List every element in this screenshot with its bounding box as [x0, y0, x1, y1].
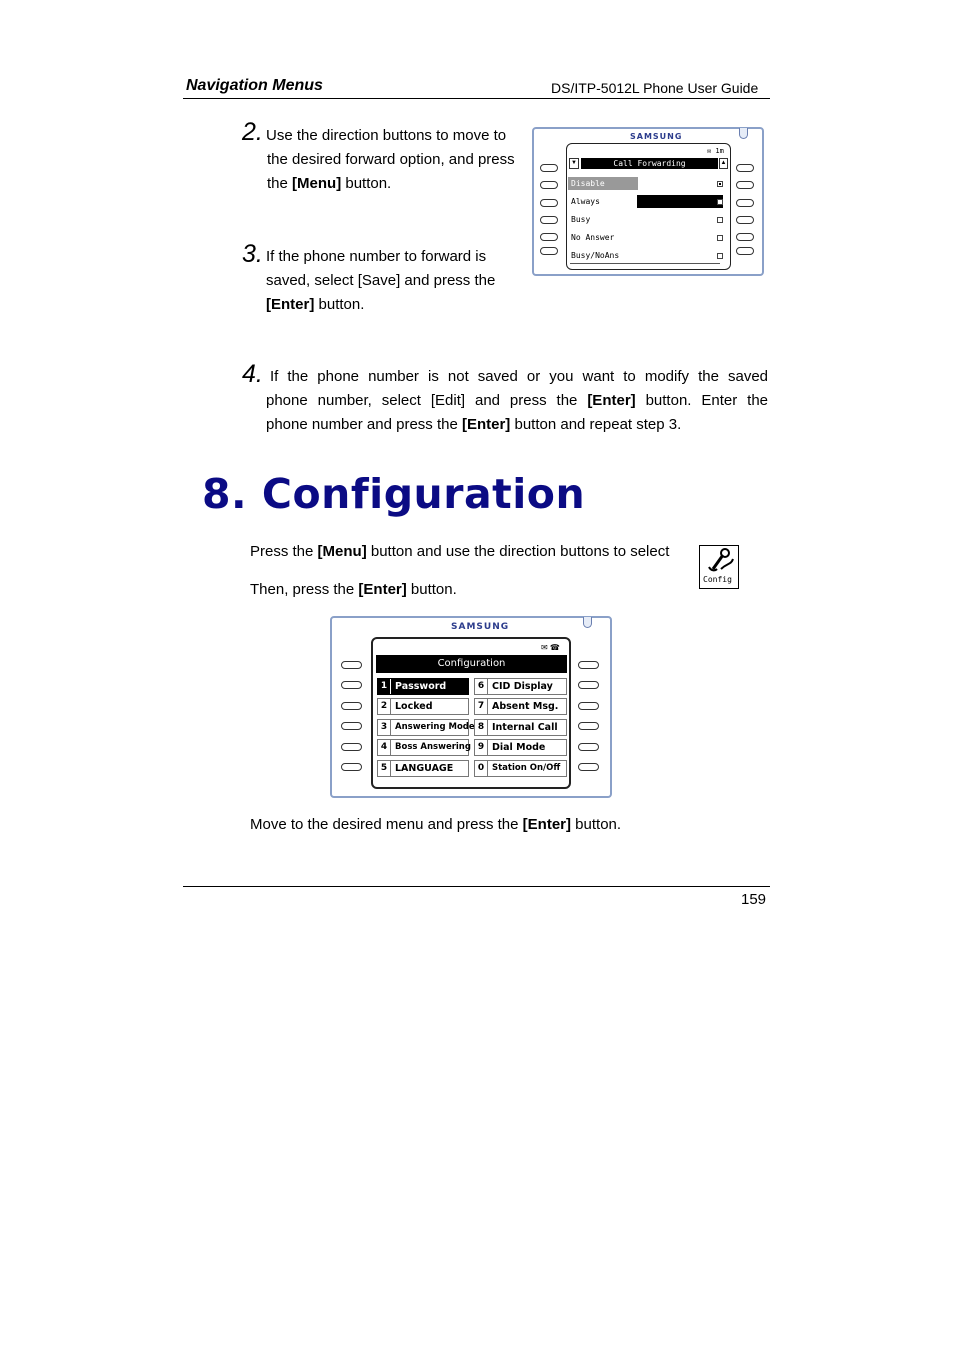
- soft-button-right-5[interactable]: [578, 743, 599, 751]
- soft-button-left-5[interactable]: [540, 233, 558, 241]
- soft-button-left-5[interactable]: [341, 743, 362, 751]
- step-3-text: If the phone number to forward is saved, select [Save] and press the [Enter] button.: [266, 248, 496, 313]
- checkbox-icon: [717, 235, 723, 241]
- soft-button-right-6[interactable]: [736, 247, 754, 255]
- soft-button-left-2[interactable]: [341, 681, 362, 689]
- soft-button-left-4[interactable]: [341, 722, 362, 730]
- menu-item-absent-msg[interactable]: 7 Absent Msg.: [474, 698, 567, 715]
- soft-button-right-3[interactable]: [578, 702, 599, 710]
- config-icon: [699, 545, 739, 589]
- step-number: 2.: [242, 118, 263, 146]
- scroll-up-icon: ▲: [719, 158, 728, 169]
- menu-item-busy-noans[interactable]: Busy/NoAns: [571, 251, 620, 260]
- checkbox-icon: [717, 217, 723, 223]
- running-section-title: Navigation Menus: [186, 77, 323, 94]
- soft-button-left-1[interactable]: [540, 164, 558, 172]
- soft-button-right-3[interactable]: [736, 199, 754, 207]
- soft-button-left-4[interactable]: [540, 216, 558, 224]
- menu-item-busy[interactable]: Busy: [571, 215, 591, 224]
- status-icons: ✉ 1m: [707, 147, 724, 155]
- checkbox-icon: [717, 253, 723, 259]
- checkbox-icon: [717, 199, 723, 205]
- menu-item-always[interactable]: Always: [571, 197, 600, 206]
- page-number: 159: [741, 891, 767, 908]
- indicator-led: [583, 617, 592, 628]
- selection-bar: [637, 195, 723, 208]
- scroll-down-icon: ▼: [569, 158, 579, 169]
- screen-title: Call Forwarding: [581, 158, 718, 169]
- phone-screen-configuration: [330, 616, 612, 798]
- running-guide-title: DS/ITP-5012L Phone User Guide: [551, 80, 759, 96]
- lcd-screen: [566, 143, 731, 270]
- section-heading: 8. Configuration: [202, 470, 586, 518]
- menu-item-answering-mode[interactable]: 3 Answering Mode: [377, 719, 469, 736]
- soft-button-right-2[interactable]: [578, 681, 599, 689]
- menu-item-language[interactable]: 5 LANGUAGE: [377, 760, 469, 777]
- soft-button-right-4[interactable]: [736, 216, 754, 224]
- closing-text: Move to the desired menu and press the [Enter] button.: [250, 816, 622, 833]
- menu-item-cid-display[interactable]: 6 CID Display: [474, 678, 567, 695]
- soft-button-right-1[interactable]: [736, 164, 754, 172]
- soft-button-right-1[interactable]: [578, 661, 599, 669]
- screen-bottom-line: [570, 263, 720, 264]
- menu-item-station-on-off[interactable]: 0 Station On/Off: [474, 760, 567, 777]
- step-number: 4.: [242, 360, 263, 388]
- menu-item-internal-call[interactable]: 8 Internal Call: [474, 719, 567, 736]
- soft-button-left-1[interactable]: [341, 661, 362, 669]
- menu-item-dial-mode[interactable]: 9 Dial Mode: [474, 739, 567, 756]
- brand-logo: SAMSUNG: [451, 622, 510, 632]
- footer-rule: [183, 886, 770, 887]
- wrench-icon: [701, 547, 738, 575]
- soft-button-right-4[interactable]: [578, 722, 599, 730]
- step-4-text: If the phone number is not saved or you want to modify the saved phone number, select [Edit] and press the [Enter] button. Enter the phone number and press the [Enter] button and repeat step 3.: [266, 368, 769, 433]
- intro-text: Press the [Menu] button and use the direction buttons to select Then, press the [Enter] button.: [250, 543, 670, 598]
- lcd-screen: [371, 637, 571, 789]
- soft-button-right-2[interactable]: [736, 181, 754, 189]
- screen-title: Configuration: [376, 655, 567, 673]
- soft-button-left-3[interactable]: [341, 702, 362, 710]
- checkbox-checked-icon: [717, 181, 723, 187]
- status-icons: ✉ ☎: [541, 643, 560, 652]
- soft-button-left-6[interactable]: [341, 763, 362, 771]
- soft-button-left-6[interactable]: [540, 247, 558, 255]
- soft-button-right-6[interactable]: [578, 763, 599, 771]
- soft-button-left-2[interactable]: [540, 181, 558, 189]
- indicator-led: [739, 128, 748, 139]
- soft-button-left-3[interactable]: [540, 199, 558, 207]
- menu-item-disable[interactable]: Disable: [571, 179, 605, 188]
- menu-item-password[interactable]: 1 Password: [377, 678, 469, 695]
- step-number: 3.: [242, 240, 263, 268]
- config-icon-label: Config: [703, 575, 732, 584]
- header-rule: [183, 98, 770, 99]
- phone-screen-call-forwarding: [532, 127, 764, 276]
- menu-item-boss-answering[interactable]: 4 Boss Answering: [377, 739, 469, 756]
- menu-item-no-answer[interactable]: No Answer: [571, 233, 615, 242]
- soft-button-right-5[interactable]: [736, 233, 754, 241]
- step-2-text: Use the direction buttons to move to the desired forward option, and press the [Menu] button.: [266, 127, 515, 192]
- menu-item-locked[interactable]: 2 Locked: [377, 698, 469, 715]
- brand-logo: SAMSUNG: [630, 132, 683, 141]
